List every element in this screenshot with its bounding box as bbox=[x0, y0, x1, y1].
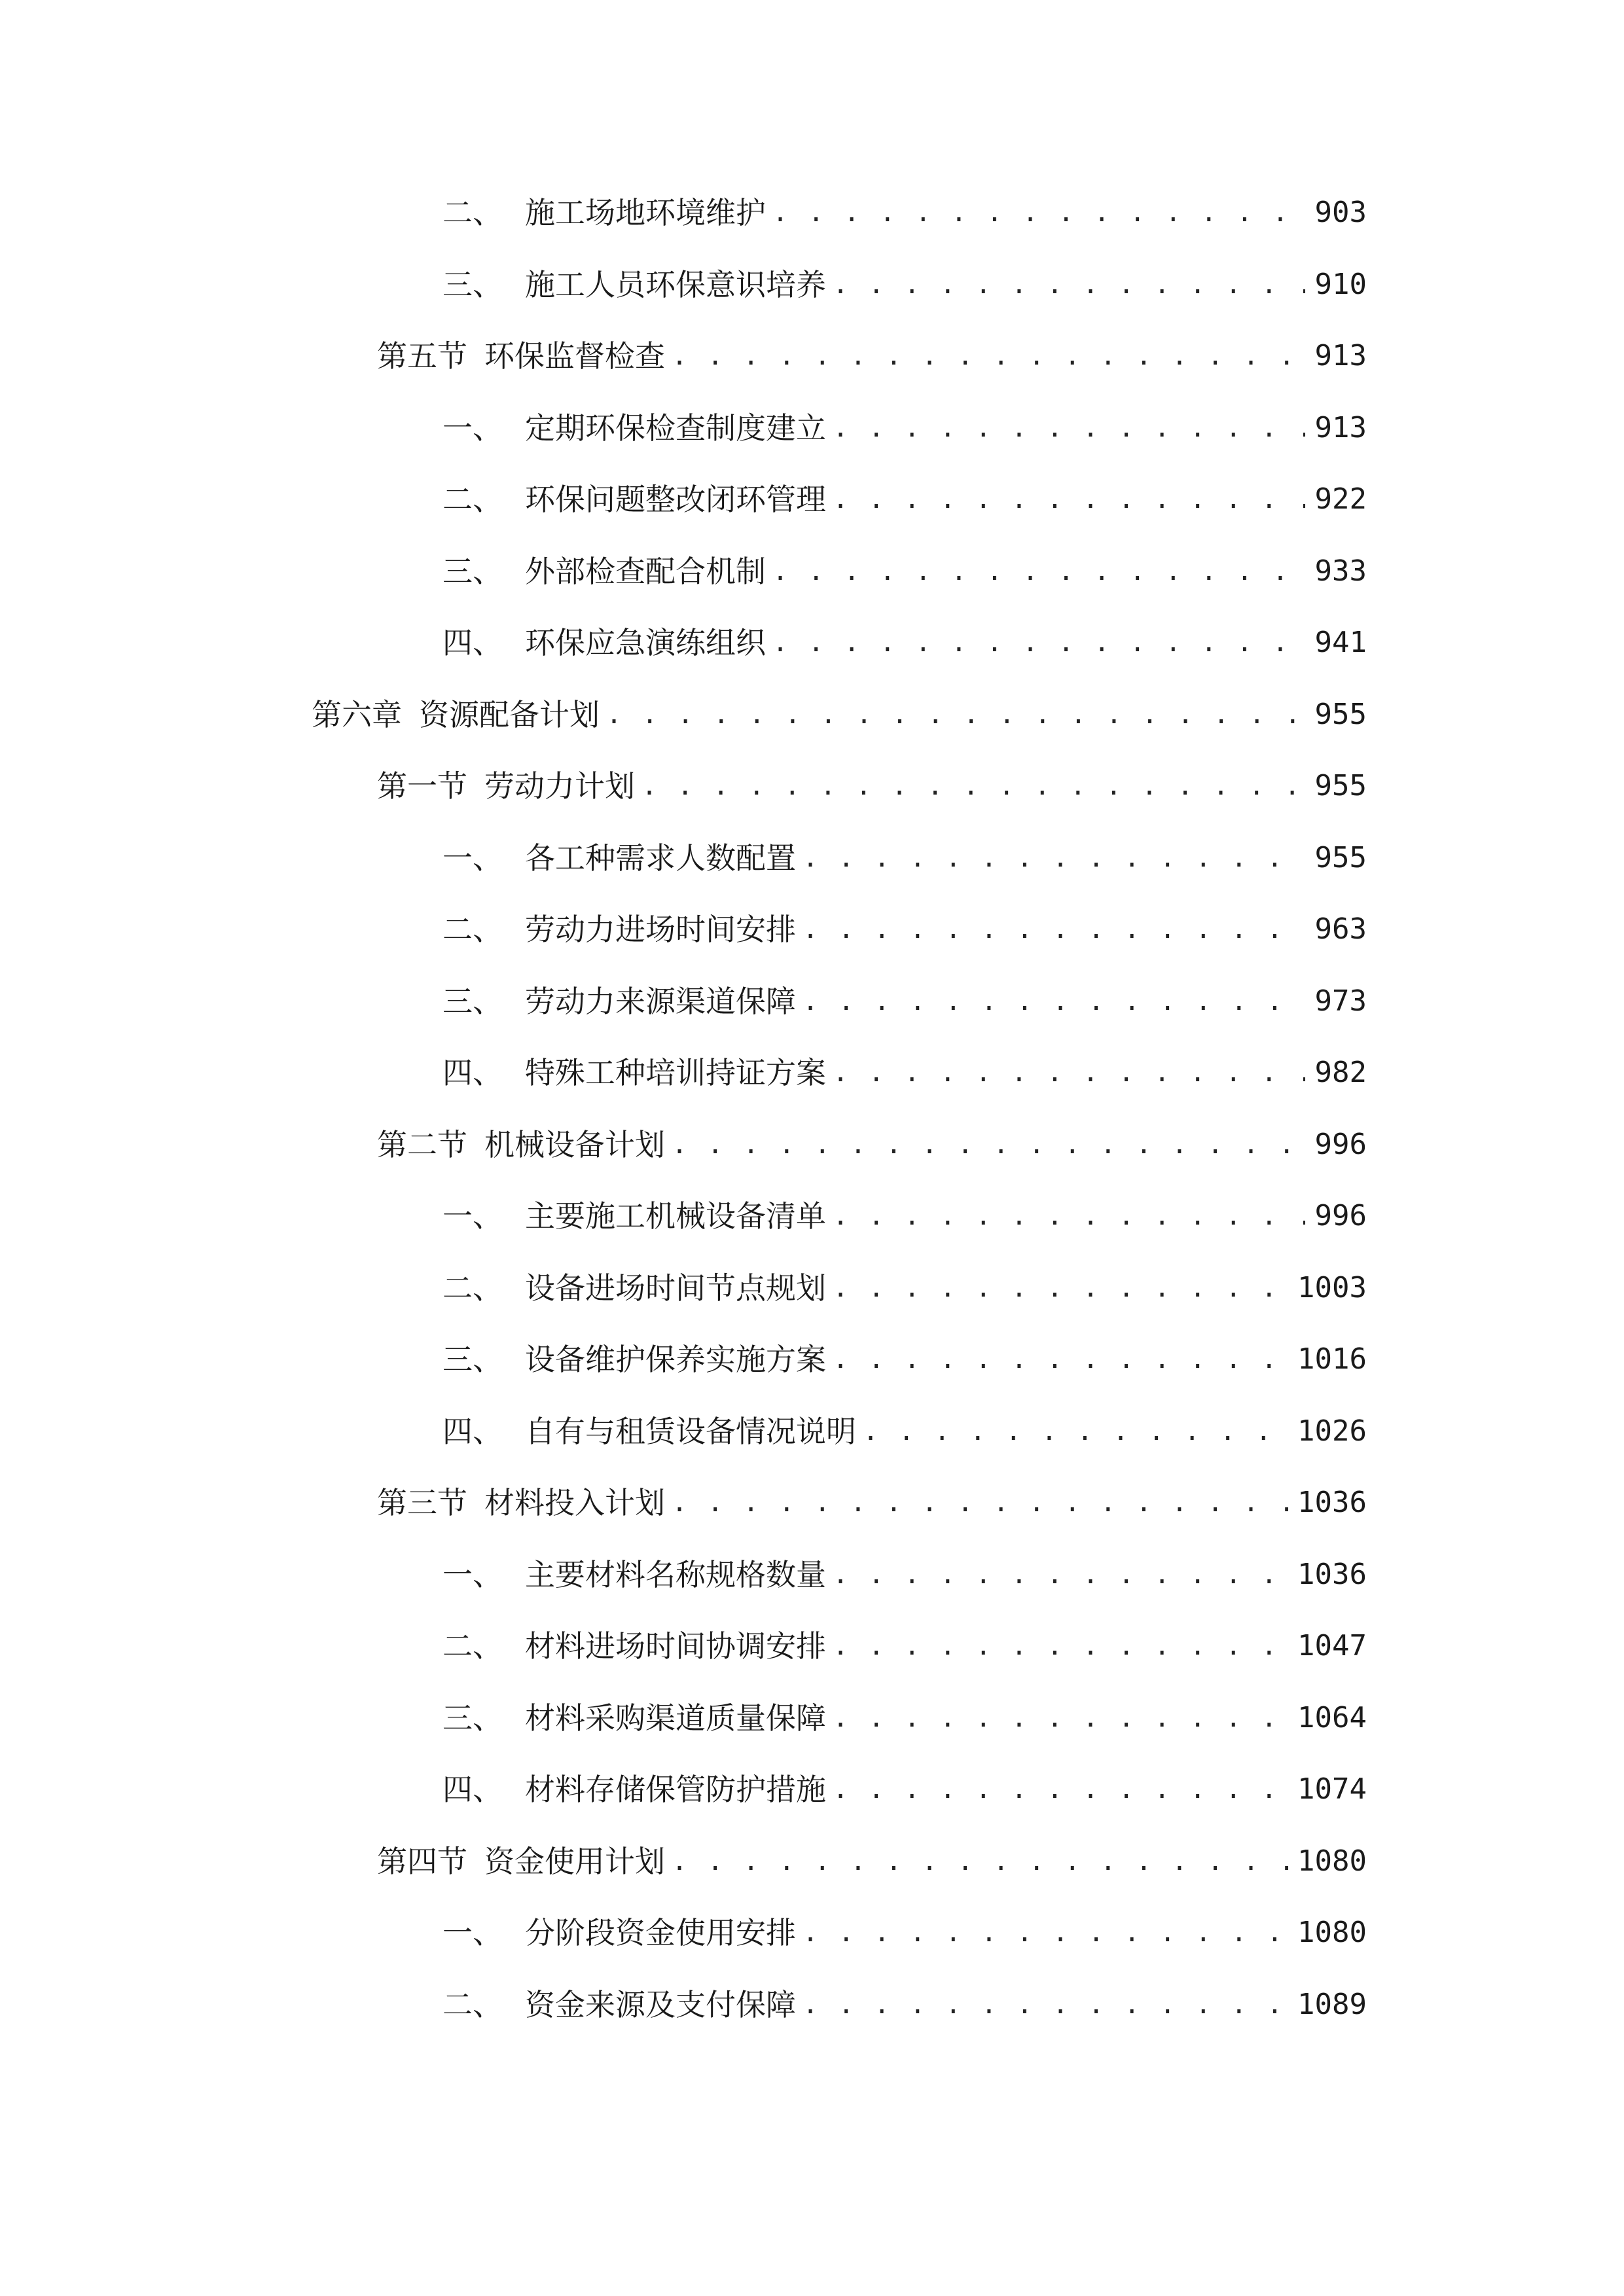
toc-entry-page-number: 1036 bbox=[1297, 1558, 1367, 1591]
toc-entry-label bbox=[377, 1477, 665, 1529]
toc-dot-leader bbox=[772, 187, 1305, 239]
toc-entry-item[interactable] bbox=[442, 1763, 1367, 1816]
toc-entry-title: 环保监督检查 bbox=[484, 338, 665, 374]
toc-entry-title: 设备维护保养实施方案 bbox=[525, 1342, 826, 1377]
toc-entry-label bbox=[442, 1333, 826, 1386]
toc-entry-number: 四、 bbox=[442, 1772, 503, 1807]
toc-dot-leader bbox=[803, 832, 1305, 884]
toc-dot-leader bbox=[833, 259, 1305, 311]
toc-entry-page-number: 1026 bbox=[1297, 1414, 1367, 1448]
toc-dot-leader bbox=[833, 1692, 1288, 1744]
toc-entry-chapter[interactable] bbox=[312, 689, 1367, 741]
toc-entry-title: 外部检查配合机制 bbox=[525, 554, 766, 589]
toc-entry-label bbox=[442, 259, 826, 311]
toc-entry-number: 一、 bbox=[442, 1198, 503, 1234]
toc-entry-page-number: 1016 bbox=[1297, 1342, 1367, 1376]
toc-entry-number: 第四节 bbox=[377, 1844, 467, 1879]
toc-entry-number: 一、 bbox=[442, 840, 503, 876]
toc-entry-title: 资源配备计划 bbox=[419, 697, 600, 732]
toc-dot-leader bbox=[803, 1979, 1288, 2031]
toc-dot-leader bbox=[672, 1835, 1288, 1888]
toc-entry-number: 二、 bbox=[442, 482, 503, 517]
toc-entry-title: 劳动力进场时间安排 bbox=[525, 912, 796, 947]
toc-dot-leader bbox=[833, 1262, 1288, 1314]
toc-entry-number: 三、 bbox=[442, 984, 503, 1019]
toc-entry-number: 一、 bbox=[442, 410, 503, 446]
toc-entry-item[interactable] bbox=[442, 1262, 1367, 1314]
toc-entry-item[interactable] bbox=[442, 473, 1367, 526]
toc-entry-item[interactable] bbox=[442, 545, 1367, 598]
toc-entry-title: 定期环保检查制度建立 bbox=[525, 410, 826, 446]
toc-entry-page-number: 982 bbox=[1314, 1056, 1367, 1089]
toc-entry-page-number: 996 bbox=[1314, 1128, 1367, 1161]
toc-dot-leader bbox=[772, 545, 1305, 598]
toc-entry-title: 劳动力来源渠道保障 bbox=[525, 984, 796, 1019]
toc-dot-leader bbox=[672, 330, 1305, 382]
toc-entry-number: 三、 bbox=[442, 267, 503, 302]
toc-dot-leader bbox=[833, 402, 1305, 454]
toc-entry-number: 三、 bbox=[442, 554, 503, 589]
toc-entry-label bbox=[442, 903, 796, 956]
toc-entry-label bbox=[442, 473, 826, 526]
toc-entry-number: 第三节 bbox=[377, 1485, 467, 1520]
toc-entry-label bbox=[377, 760, 635, 812]
toc-entry-number: 四、 bbox=[442, 625, 503, 660]
toc-entry-label bbox=[442, 1692, 826, 1744]
toc-dot-leader bbox=[833, 1549, 1288, 1601]
toc-dot-leader bbox=[863, 1405, 1288, 1458]
toc-entry-item[interactable] bbox=[442, 1692, 1367, 1744]
toc-entry-page-number: 963 bbox=[1314, 912, 1367, 946]
toc-entry-label bbox=[442, 1549, 826, 1601]
toc-dot-leader bbox=[672, 1119, 1305, 1171]
toc-entry-page-number: 973 bbox=[1314, 984, 1367, 1018]
toc-entry-page-number: 1080 bbox=[1297, 1844, 1367, 1878]
toc-entry-page-number: 913 bbox=[1314, 339, 1367, 372]
toc-entry-title: 材料进场时间协调安排 bbox=[525, 1628, 826, 1664]
toc-entry-page-number: 1074 bbox=[1297, 1772, 1367, 1806]
toc-entry-label bbox=[442, 1620, 826, 1672]
toc-entry-item[interactable] bbox=[442, 1907, 1367, 1959]
toc-entry-title: 主要材料名称规格数量 bbox=[525, 1557, 826, 1592]
toc-entry-label bbox=[442, 832, 796, 884]
toc-dot-leader bbox=[833, 1333, 1288, 1386]
toc-entry-page-number: 996 bbox=[1314, 1199, 1367, 1232]
toc-entry-page-number: 1080 bbox=[1297, 1916, 1367, 1949]
toc-entry-item[interactable] bbox=[442, 1047, 1367, 1099]
toc-entry-number: 二、 bbox=[442, 1628, 503, 1664]
toc-entry-title: 施工人员环保意识培养 bbox=[525, 267, 826, 302]
toc-dot-leader bbox=[833, 1190, 1305, 1242]
toc-entry-page-number: 955 bbox=[1314, 698, 1367, 731]
toc-entry-number: 第五节 bbox=[377, 338, 467, 374]
toc-entry-item[interactable] bbox=[442, 903, 1367, 956]
toc-entry-label bbox=[442, 975, 796, 1028]
toc-entry-number: 四、 bbox=[442, 1055, 503, 1090]
toc-entry-number: 二、 bbox=[442, 1270, 503, 1306]
toc-entry-label bbox=[442, 1907, 796, 1959]
toc-entry-number: 第二节 bbox=[377, 1127, 467, 1162]
toc-entry-number: 二、 bbox=[442, 195, 503, 230]
toc-entry-section[interactable] bbox=[377, 1835, 1367, 1888]
toc-entry-title: 环保问题整改闭环管理 bbox=[525, 482, 826, 517]
toc-entry-label bbox=[442, 1763, 826, 1816]
toc-entry-label bbox=[377, 1119, 665, 1171]
toc-entry-page-number: 1036 bbox=[1297, 1486, 1367, 1519]
toc-entry-label bbox=[442, 187, 766, 239]
toc-entry-item[interactable] bbox=[442, 617, 1367, 669]
toc-entry-label bbox=[442, 617, 766, 669]
toc-entry-item[interactable] bbox=[442, 832, 1367, 884]
toc-entry-label bbox=[442, 1262, 826, 1314]
toc-entry-item[interactable] bbox=[442, 402, 1367, 454]
toc-entry-title: 特殊工种培训持证方案 bbox=[525, 1055, 826, 1090]
toc-entry-number: 四、 bbox=[442, 1414, 503, 1449]
toc-entry-title: 自有与租赁设备情况说明 bbox=[525, 1414, 856, 1449]
toc-entry-title: 机械设备计划 bbox=[484, 1127, 665, 1162]
toc-dot-leader bbox=[641, 760, 1305, 812]
toc-dot-leader bbox=[833, 1047, 1305, 1099]
toc-entry-section[interactable] bbox=[377, 760, 1367, 812]
toc-dot-leader bbox=[803, 975, 1305, 1028]
toc-entry-page-number: 941 bbox=[1314, 626, 1367, 659]
toc-dot-leader bbox=[803, 1907, 1288, 1959]
toc-entry-label bbox=[442, 545, 766, 598]
toc-entry-page-number: 910 bbox=[1314, 268, 1367, 301]
toc-dot-leader bbox=[833, 1763, 1288, 1816]
toc-entry-page-number: 1089 bbox=[1297, 1988, 1367, 2021]
toc-entry-label bbox=[442, 402, 826, 454]
toc-entry-page-number: 1047 bbox=[1297, 1629, 1367, 1662]
toc-entry-label bbox=[442, 1979, 796, 2031]
toc-entry-number: 第六章 bbox=[312, 697, 402, 732]
toc-entry-item[interactable] bbox=[442, 1405, 1367, 1458]
toc-entry-label bbox=[442, 1190, 826, 1242]
toc-dot-leader bbox=[833, 1620, 1288, 1672]
toc-entry-title: 材料投入计划 bbox=[484, 1485, 665, 1520]
toc-entry-label bbox=[442, 1047, 826, 1099]
toc-entry-title: 各工种需求人数配置 bbox=[525, 840, 796, 876]
toc-entry-page-number: 955 bbox=[1314, 769, 1367, 802]
toc-entry-page-number: 955 bbox=[1314, 841, 1367, 874]
toc-entry-title: 劳动力计划 bbox=[484, 768, 635, 804]
toc-entry-title: 资金来源及支付保障 bbox=[525, 1987, 796, 2022]
toc-entry-section[interactable] bbox=[377, 330, 1367, 382]
toc-entry-item[interactable] bbox=[442, 1190, 1367, 1242]
toc-dot-leader bbox=[672, 1477, 1288, 1529]
toc-entry-title: 施工场地环境维护 bbox=[525, 195, 766, 230]
toc-dot-leader bbox=[772, 617, 1305, 669]
toc-entry-title: 主要施工机械设备清单 bbox=[525, 1198, 826, 1234]
toc-entry-number: 二、 bbox=[442, 1987, 503, 2022]
toc-entry-number: 一、 bbox=[442, 1557, 503, 1592]
toc-entry-page-number: 933 bbox=[1314, 554, 1367, 588]
toc-entry-page-number: 922 bbox=[1314, 482, 1367, 516]
toc-entry-item[interactable] bbox=[442, 1549, 1367, 1601]
toc-entry-number: 三、 bbox=[442, 1700, 503, 1736]
toc-entry-item[interactable] bbox=[442, 1620, 1367, 1672]
toc-dot-leader bbox=[833, 473, 1305, 526]
toc-entry-title: 设备进场时间节点规划 bbox=[525, 1270, 826, 1306]
toc-entry-item[interactable] bbox=[442, 1333, 1367, 1386]
toc-dot-leader bbox=[606, 689, 1305, 741]
toc-entry-page-number: 913 bbox=[1314, 411, 1367, 444]
toc-entry-item[interactable] bbox=[442, 1979, 1367, 2031]
toc-entry-title: 分阶段资金使用安排 bbox=[525, 1915, 796, 1950]
toc-entry-page-number: 1064 bbox=[1297, 1701, 1367, 1734]
toc-dot-leader bbox=[803, 903, 1305, 956]
toc-entry-title: 材料存储保管防护措施 bbox=[525, 1772, 826, 1807]
toc-entry-item[interactable] bbox=[442, 187, 1367, 239]
toc-entry-item[interactable] bbox=[442, 975, 1367, 1028]
toc-entry-label bbox=[377, 1835, 665, 1888]
toc-entry-title: 材料采购渠道质量保障 bbox=[525, 1700, 826, 1736]
toc-entry-number: 二、 bbox=[442, 912, 503, 947]
toc-entry-label bbox=[377, 330, 665, 382]
toc-entry-title: 环保应急演练组织 bbox=[525, 625, 766, 660]
toc-entry-page-number: 903 bbox=[1314, 196, 1367, 229]
toc-entry-title: 资金使用计划 bbox=[484, 1844, 665, 1879]
toc-entry-label bbox=[442, 1405, 856, 1458]
toc-entry-section[interactable] bbox=[377, 1477, 1367, 1529]
toc-entry-number: 三、 bbox=[442, 1342, 503, 1377]
toc-entry-page-number: 1003 bbox=[1297, 1271, 1367, 1304]
toc-entry-section[interactable] bbox=[377, 1119, 1367, 1171]
toc-entry-item[interactable] bbox=[442, 259, 1367, 311]
toc-entry-number: 一、 bbox=[442, 1915, 503, 1950]
toc-entry-label bbox=[312, 689, 600, 741]
toc-entry-number: 第一节 bbox=[377, 768, 467, 804]
